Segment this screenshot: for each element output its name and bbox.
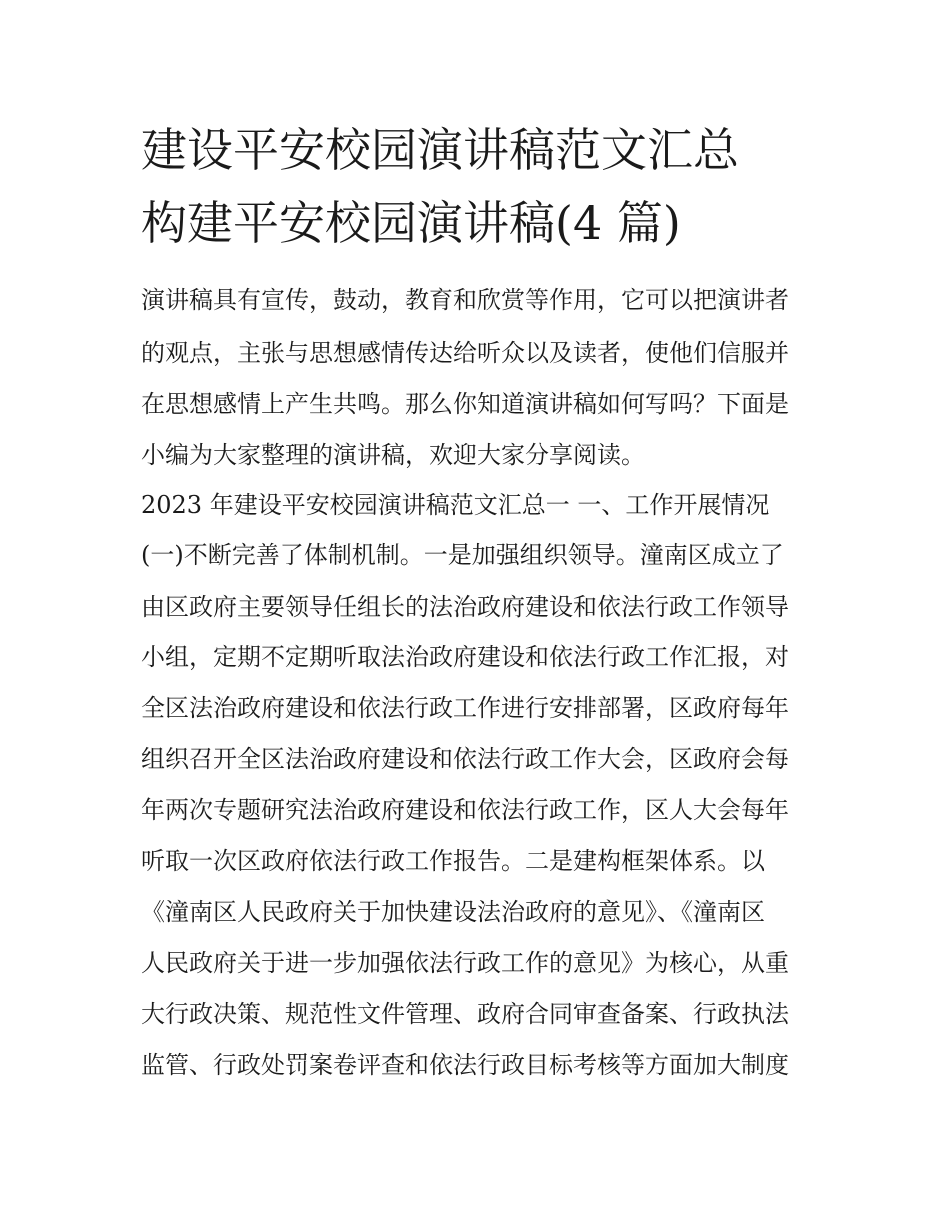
body-line-11: 监管、行政处罚案卷评查和依法行政目标考核等方面加大制度 <box>141 1051 789 1079</box>
body-line-8: 《潼南区人民政府关于加快建设法治政府的意见》、《潼南区 <box>141 898 765 926</box>
intro-line-1: 演讲稿具有宣传，鼓动，教育和欣赏等作用，它可以把演讲者 <box>141 286 789 314</box>
document-title-line-2: 构建平安校园演讲稿(4 篇) <box>141 196 681 250</box>
intro-line-3: 在思想感情上产生共鸣。那么你知道演讲稿如何写吗？下面是 <box>141 390 789 418</box>
intro-line-4: 小编为大家整理的演讲稿，欢迎大家分享阅读。 <box>141 441 645 469</box>
body-line-9: 人民政府关于进一步加强依法行政工作的意见》为核心，从重 <box>141 949 789 977</box>
body-line-6: 年两次专题研究法治政府建设和依法行政工作，区人大会每年 <box>141 796 789 824</box>
document-page <box>141 0 813 1229</box>
body-line-2: 由区政府主要领导任组长的法治政府建设和依法行政工作领导 <box>141 593 789 621</box>
body-line-4: 全区法治政府建设和依法行政工作进行安排部署，区政府每年 <box>141 694 789 722</box>
body-line-1: (一)不断完善了体制机制。一是加强组织领导。潼南区成立了 <box>141 541 784 569</box>
body-line-3: 小组，定期不定期听取法治政府建设和依法行政工作汇报，对 <box>141 643 789 671</box>
body-line-7: 听取一次区政府依法行政工作报告。二是建构框架体系。以 <box>141 847 765 875</box>
document-title-line-1: 建设平安校园演讲稿范文汇总 <box>141 123 739 177</box>
body-line-10: 大行政决策、规范性文件管理、政府合同审查备案、行政执法 <box>141 1000 789 1028</box>
section-heading: 2023 年建设平安校园演讲稿范文汇总一 一、工作开展情况 <box>141 491 770 519</box>
body-line-5: 组织召开全区法治政府建设和依法行政工作大会，区政府会每 <box>141 745 789 773</box>
intro-line-2: 的观点，主张与思想感情传达给听众以及读者，使他们信服并 <box>141 339 789 367</box>
